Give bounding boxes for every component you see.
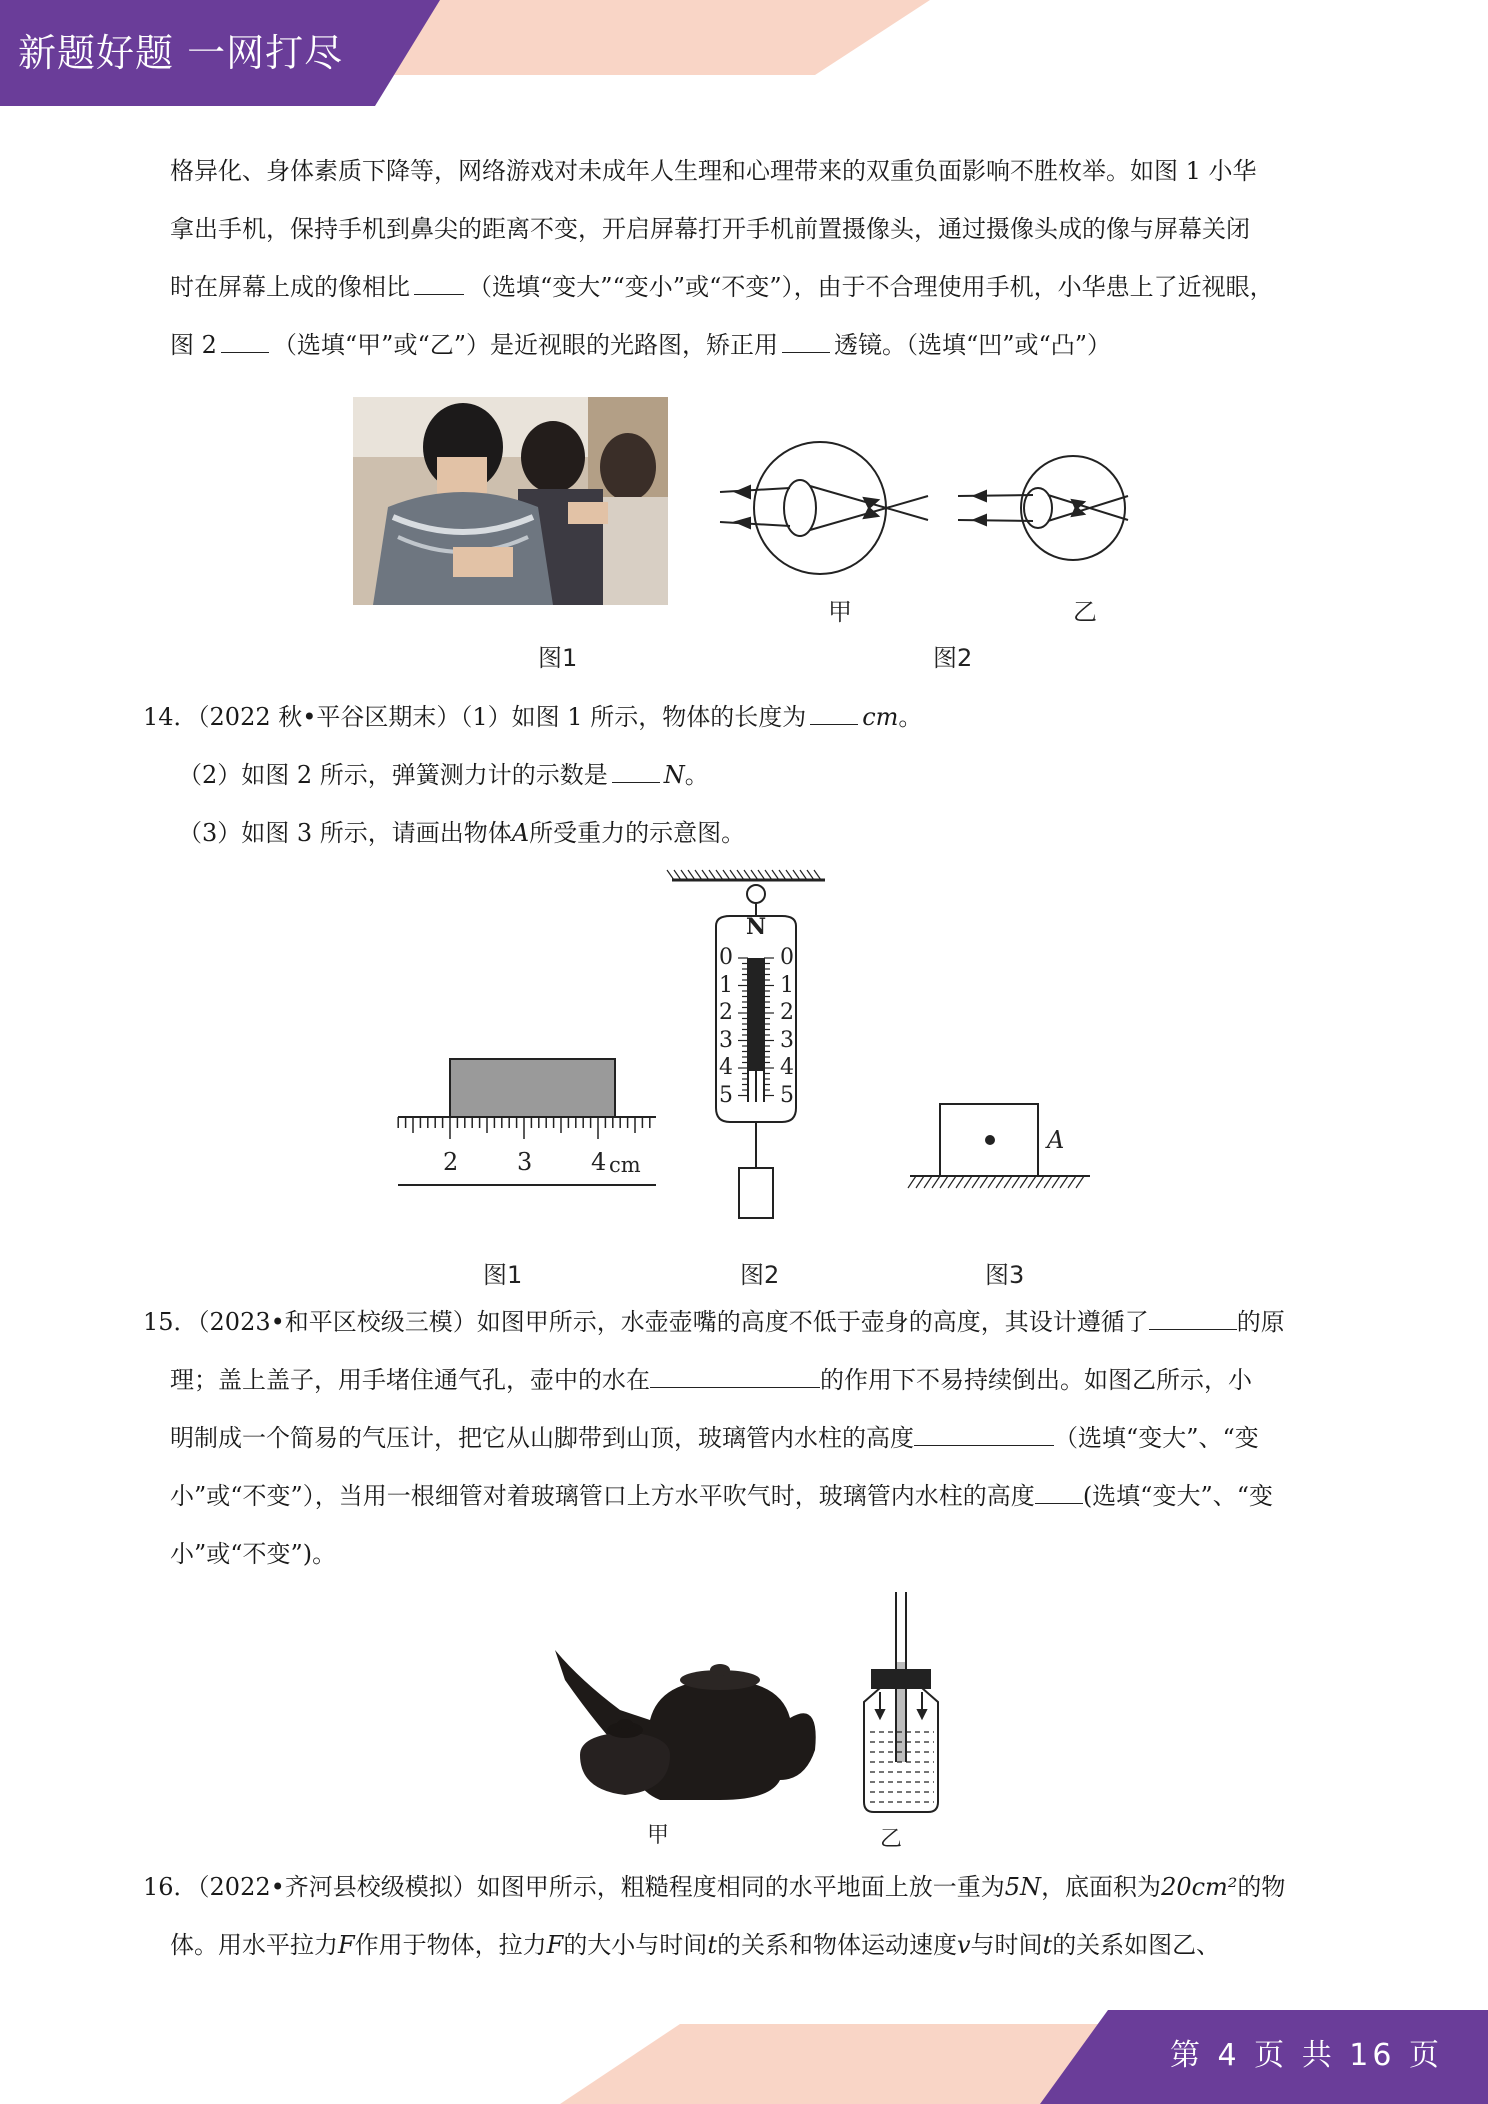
eye-a-label: 甲 <box>828 598 852 626</box>
ruler-unit: cm <box>609 1153 641 1177</box>
ruler-tick-label-3: 3 <box>517 1148 533 1176</box>
answer-blank[interactable] <box>914 1423 1054 1446</box>
q13-line-2: 拿出手机，保持手机到鼻尖的距离不变，开启屏幕打开手机前置摄像头，通过摄像头成的像与屏幕关闭 <box>170 215 1250 243</box>
q13-fig1-caption: 图1 <box>538 644 578 672</box>
q14-line-3: （3）如图 3 所示，请画出物体A所受重力的示意图。 <box>178 819 746 847</box>
scale-tick-label-right: 2 <box>780 1000 794 1025</box>
barometer-caption: 乙 <box>880 1827 903 1852</box>
eye-b-ball <box>1021 456 1125 560</box>
students-phone-photo <box>353 397 668 605</box>
q15-line-3: 明制成一个简易的气压计，把它从山脚带到山顶，玻璃管内水柱的高度 （选填“变大”、“变 <box>170 1424 1259 1452</box>
block-a-figure <box>910 1100 1096 1190</box>
q13-fig2-caption: 图2 <box>933 644 973 672</box>
q15-line-1: 15．（2023•和平区校级三模）如图甲所示，水壶壶嘴的高度不低于壶身的高度，其设计遵循了 的原 <box>143 1308 1285 1336</box>
scale-tick-label-right: 5 <box>780 1082 794 1108</box>
ruler-tick-label-2: 2 <box>443 1148 459 1176</box>
answer-blank[interactable] <box>612 760 660 783</box>
scale-spring <box>749 958 763 1071</box>
spring-scale-figure <box>660 866 830 1234</box>
hanging-weight <box>739 1168 773 1218</box>
page-number: 第 4 页 共 16 页 <box>1170 2038 1443 2073</box>
q14-line-2: （2）如图 2 所示，弹簧测力计的示数是 N。 <box>178 761 709 789</box>
answer-blank[interactable] <box>782 330 830 353</box>
eye-b-label: 乙 <box>1073 598 1097 626</box>
answer-blank[interactable] <box>810 702 858 725</box>
eye-b-lens <box>1024 488 1052 528</box>
scale-tick-label-left: 0 <box>719 945 733 970</box>
q14-fig1-caption: 图1 <box>483 1261 523 1289</box>
block-a-label: A <box>1047 1126 1065 1154</box>
q13-line-3: 时在屏幕上成的像相比 （选填“变大”“变小”或“不变”），由于不合理使用手机，小华患上了近视眼， <box>170 273 1274 301</box>
teapot-figure <box>540 1640 820 1805</box>
scale-tick-label-right: 1 <box>780 972 794 998</box>
answer-blank[interactable] <box>650 1365 820 1388</box>
ruler-tick-label-4: 4 <box>591 1148 607 1176</box>
barometer-figure <box>850 1592 955 1817</box>
q15-line-5: 小”或“不变”)。 <box>170 1540 337 1568</box>
scale-tick-label-right: 3 <box>780 1027 794 1053</box>
scale-tick-label-left: 4 <box>719 1055 733 1080</box>
q13-line-4: 图 2 （选填“甲”或“乙”）是近视眼的光路图，矫正用 透镜。（选填“凹”或“凸”） <box>170 331 1112 359</box>
header-title: 新题好题 一网打尽 <box>18 31 344 75</box>
q13-line-1: 格异化、身体素质下降等，网络游戏对未成年人生理和心理带来的双重负面影响不胜枚举。如图 1 小华 <box>170 157 1257 185</box>
q14-fig2-caption: 图2 <box>740 1261 780 1289</box>
scale-tick-label-left: 5 <box>719 1082 733 1108</box>
answer-blank[interactable] <box>1149 1307 1237 1330</box>
block-a-center <box>986 1136 994 1144</box>
q16-line-2: 体。用水平拉力F作用于物体，拉力F的大小与时间t的关系和物体运动速度v与时间t的关系如图乙、 <box>170 1931 1221 1959</box>
measured-block <box>450 1059 615 1117</box>
q14-line-1: 14．（2022 秋•平谷区期末）（1）如图 1 所示，物体的长度为 cm。 <box>143 703 923 731</box>
answer-blank[interactable] <box>221 330 269 353</box>
q14-fig3-caption: 图3 <box>985 1261 1025 1289</box>
q15-line-4: 小”或“不变”），当用一根细管对着玻璃管口上方水平吹气时，玻璃管内水柱的高度 (选填“变大”、“变 <box>170 1482 1273 1510</box>
answer-blank[interactable] <box>1035 1481 1083 1504</box>
scale-tick-label-left: 3 <box>719 1027 733 1053</box>
scale-tick-label-right: 0 <box>780 945 794 970</box>
eye-a-ball <box>754 442 886 574</box>
answer-blank[interactable] <box>414 272 464 295</box>
q15-line-2: 理；盖上盖子，用手堵住通气孔，壶中的水在 的作用下不易持续倒出。如图乙所示，小 <box>170 1366 1252 1394</box>
scale-tick-label-left: 1 <box>719 972 733 998</box>
q16-line-1: 16．（2022•齐河县校级模拟）如图甲所示，粗糙程度相同的水平地面上放一重为5N，底面积为20cm²的物 <box>143 1873 1286 1901</box>
scale-tick-label-left: 2 <box>719 1000 733 1025</box>
scale-tick-label-right: 4 <box>780 1055 794 1080</box>
scale-unit: N <box>746 914 767 940</box>
teapot-caption: 甲 <box>647 1823 670 1848</box>
